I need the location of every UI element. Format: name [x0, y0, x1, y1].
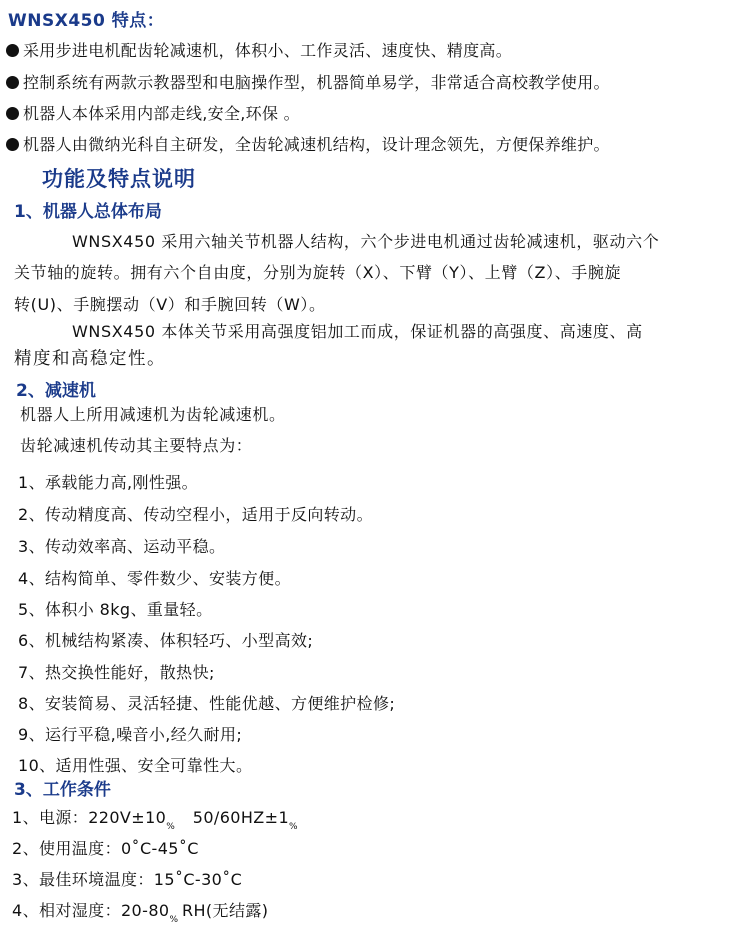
section-heading-conditions: 3、工作条件: [14, 780, 111, 800]
list-item: 8、安装简易、灵活轻捷、性能优越、方便维护检修;: [18, 694, 396, 713]
list-item: 10、适用性强、安全可靠性大。: [18, 756, 253, 775]
bullet-dot-icon: [6, 76, 19, 89]
feature-bullet: 机器人由微纳光科自主研发，全齿轮减速机结构，设计理念领先，方便保养维护。: [6, 132, 610, 155]
feature-bullet: 机器人本体采用内部走线,安全,环保 。: [6, 101, 300, 124]
condition-humidity: 4、相对湿度：20-80% RH(无结露): [12, 901, 269, 925]
list-item: 4、结构简单、零件数少、安装方便。: [18, 569, 291, 588]
condition-operating-temp: 2、使用温度：0˚C-45˚C: [12, 839, 199, 858]
paragraph-line: 机器人上所用减速机为齿轮减速机。: [20, 405, 286, 424]
list-item: 6、机械结构紧凑、体积轻巧、小型高效;: [18, 631, 314, 650]
paragraph-line: WNSX450 采用六轴关节机器人结构，六个步进电机通过齿轮减速机，驱动六个: [72, 232, 660, 251]
list-item: 7、热交换性能好，散热快;: [18, 663, 215, 682]
section-heading-layout: 1、机器人总体布局: [14, 202, 162, 222]
paragraph-line: 转(U)、手腕摆动（V）和手腕回转（W）。: [14, 295, 326, 314]
paragraph-line: 精度和高稳定性。: [14, 349, 166, 369]
model-features-heading: WNSX450 特点：: [8, 11, 165, 31]
page-title: 功能及特点说明: [42, 167, 196, 191]
bullet-dot-icon: [6, 44, 19, 57]
bullet-dot-icon: [6, 138, 19, 151]
list-item: 2、传动精度高、传动空程小，适用于反向转动。: [18, 505, 373, 524]
list-item: 5、体积小 8kg、重量轻。: [18, 600, 213, 619]
list-item: 3、传动效率高、运动平稳。: [18, 537, 226, 556]
section-heading-reducer: 2、减速机: [16, 381, 96, 401]
paragraph-line: 齿轮减速机传动其主要特点为：: [20, 436, 253, 455]
feature-bullet: 采用步进电机配齿轮减速机，体积小、工作灵活、速度快、精度高。: [6, 38, 512, 61]
list-item: 9、运行平稳,噪音小,经久耐用;: [18, 725, 243, 744]
paragraph-line: WNSX450 本体关节采用高强度铝加工而成，保证机器的高强度、高速度、高: [72, 322, 643, 341]
feature-bullet: 控制系统有两款示教器型和电脑操作型，机器简单易学，非常适合高校教学使用。: [6, 70, 610, 93]
condition-power: 1、电源：220V±10% 50/60HZ±1%: [12, 808, 298, 832]
list-item: 1、承载能力高,刚性强。: [18, 473, 199, 492]
condition-optimal-temp: 3、最佳环境温度：15˚C-30˚C: [12, 870, 243, 889]
bullet-dot-icon: [6, 107, 19, 120]
paragraph-line: 关节轴的旋转。拥有六个自由度，分别为旋转（X）、下臂（Y）、上臂（Z）、手腕旋: [14, 263, 622, 282]
